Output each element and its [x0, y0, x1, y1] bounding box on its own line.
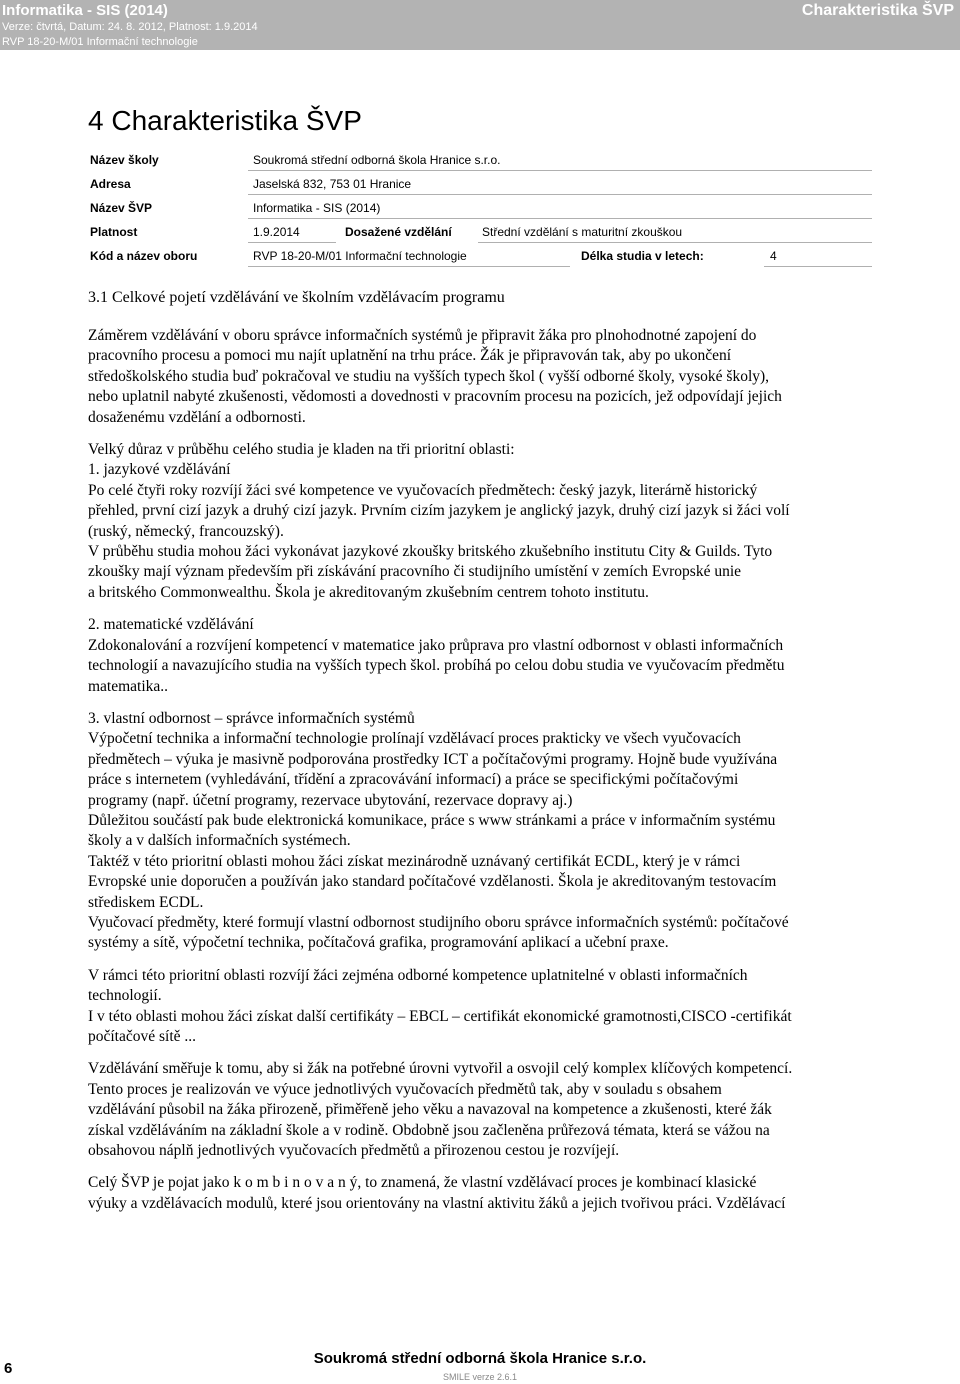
paragraph — [88, 326, 878, 428]
text-line: Vyučovací předměty, které formují vlastní odbornost studijního oboru správce informačních systémů: počítačové — [88, 913, 789, 931]
text-line: výuky a vzdělávacích modulů, které jsou orientovány na vlastní aktivitu žáků a jejich tvořivou práci. Vzdělávací — [88, 1194, 786, 1212]
text-line: zkoušky mají význam především při získávání pracovního či studijního umístění v zemích Evropské unie — [88, 563, 742, 581]
text-line: dosaženému vzdělání a odbornosti. — [88, 408, 306, 426]
education-value: Střední vzdělání s maturitní zkouškou — [482, 225, 683, 239]
text-line: 2. matematické vzdělávání — [88, 616, 254, 634]
duration-underline — [764, 266, 872, 267]
duration-label: Délka studia v letech: — [581, 249, 704, 263]
paragraph — [88, 709, 878, 954]
text-line: školy a v dalších informačních systémech. — [88, 832, 351, 850]
field-label: Kód a název oboru — [90, 249, 198, 263]
text-line: systémy a sítě, výpočetní technika, počítačová grafika, programování aplikací a učební praxe. — [88, 934, 669, 952]
validity-underline — [248, 242, 336, 243]
text-line: technologií. — [88, 987, 162, 1005]
text-line: Evropské unie doporučen a používán jako standard počítačové vzdělanosti. Škola je akreditovaným testovacím — [88, 873, 777, 891]
header-version-line: Verze: čtvrtá, Datum: 24. 8. 2012, Platnost: 1.9.2014 — [2, 21, 258, 33]
info-row-address — [88, 172, 872, 196]
text-line: Taktéž v této prioritní oblasti mohou žáci získat mezinárodně uznávaný certifikát ECDL, který je v rámci — [88, 852, 741, 870]
text-line: 1. jazykové vzdělávání — [88, 461, 231, 479]
page-number: 6 — [4, 1360, 13, 1377]
paragraph — [88, 1059, 878, 1161]
text-line: přehled, první cizí jazyk a druhý cizí jazyk. Prvním cizím jazykem je anglický jazyk, druhý cizí jazyk si žáci volí — [88, 502, 790, 520]
address-label: Adresa — [90, 177, 131, 191]
text-line: Výpočetní technika a informační technologie prolínají vzdělávací proces prakticky ve všech vyučovacích — [88, 730, 741, 748]
field-value: RVP 18-20-M/01 Informační technologie — [253, 249, 467, 263]
paragraph — [88, 966, 878, 1048]
text-line: Důležitou součástí pak bude elektronická komunikace, práce s www stránkami a práce v informačním systému — [88, 811, 776, 829]
info-row-school — [88, 148, 872, 172]
text-line: počítačové sítě ... — [88, 1028, 197, 1045]
text-line: středoškolského studia buď pokračoval ve studiu na vyšších typech škol ( vyšší odborné školy, vysoké školy), — [88, 367, 770, 385]
text-line: získal vzděláváním na základní škole a v rodině. Obdobně jsou začleněna průřezová témata, která se vážou na — [88, 1121, 770, 1139]
text-line: (ruský, německý, francouzský). — [88, 522, 284, 540]
header-section-label: Charakteristika ŠVP — [801, 2, 954, 19]
section-title: 3.1 Celkové pojetí vzdělávání ve školním vzdělávacím programu — [88, 289, 505, 306]
header-rvp-line: RVP 18-20-M/01 Informační technologie — [2, 36, 198, 48]
paragraph — [88, 440, 878, 603]
footer-school-name: Soukromá střední odborná škola Hranice s.r.o. — [313, 1350, 647, 1367]
document-body — [88, 288, 878, 1226]
text-line: nebo uplatnil nabyté zkušenosti, vědomosti a dovednosti v pracovním procesu na pozicích, jež odpovídají jejich — [88, 388, 782, 406]
info-row-svp — [88, 196, 872, 220]
text-line: Tento proces je realizován ve výuce jednotlivých vyučovacích předmětů tak, aby v souladu s obsahem — [88, 1080, 722, 1098]
text-line: střediskem ECDL. — [88, 893, 204, 911]
text-line: vzdělávání působil na žáka přirozeně, přiměřeně jeho věku a navazoval na kompetence a zkušenosti, které žák — [88, 1101, 772, 1119]
text-line: Záměrem vzdělávání v oboru správce informačních systémů je připravit žáka pro plnohodnotné zapojení do — [88, 327, 757, 344]
education-underline — [478, 242, 872, 243]
paragraph — [88, 615, 878, 697]
validity-value: 1.9.2014 — [253, 225, 300, 239]
text-line: pracovního procesu a pomoci mu najít uplatnění na trhu práce. Žák je připravován tak, aby po ukončení — [88, 347, 732, 365]
text-line: obsahovou náplň jednotlivých vyučovacích předmětů a přirozenou cestou je rozvíjejí. — [88, 1142, 620, 1160]
text-line: V průběhu studia mohou žáci vykonávat jazykové zkoušky britského zkušebního institutu City & Guilds. Tyto — [88, 543, 773, 561]
duration-value: 4 — [770, 249, 777, 263]
svp-underline — [248, 218, 872, 219]
school-info-table — [88, 148, 872, 268]
info-row-validity — [88, 220, 872, 244]
school-underline — [248, 170, 872, 171]
text-line: Vzdělávání směřuje k tomu, aby si žák na potřebné úrovni vytvořil a osvojil celý komplex klíčových kompetencí. — [88, 1060, 793, 1078]
svp-label: Název ŠVP — [90, 201, 153, 215]
school-label: Název školy — [90, 153, 159, 167]
text-line: předmětech – výuka je masivně podporována prostředky ICT a počítačovými programy. Hojně bude využívána — [88, 750, 778, 768]
page-header — [0, 0, 960, 50]
text-line: Velký důraz v průběhu celého studia je kladen na tři prioritní oblasti: — [88, 441, 515, 459]
text-line: V rámci této prioritní oblasti rozvíjí žáci zejména odborné kompetence uplatnitelné v oblasti informačních — [88, 966, 748, 984]
education-label: Dosažené vzdělání — [345, 225, 452, 239]
validity-label: Platnost — [90, 225, 138, 239]
field-underline — [248, 266, 570, 267]
paragraphs — [88, 326, 878, 1214]
page-title: 4 Charakteristika ŠVP — [88, 105, 362, 136]
text-line: programy (např. účetní programy, rezervace ubytování, rezervace dopravy aj.) — [88, 791, 573, 809]
header-left — [2, 2, 258, 50]
text-line: Po celé čtyři roky rozvíjí žáci své kompetence ve vyučovacích předmětech: český jazyk, literárně historický — [88, 481, 758, 499]
text-line: technologií a navazujícího studia na vyšších typech škol. probíhá po celou dobu studia ve vyučovacím předmětu — [88, 657, 785, 675]
paragraph — [88, 1173, 878, 1214]
svp-value: Informatika - SIS (2014) — [253, 201, 381, 215]
text-line: a britského Commonwealthu. Škola je akreditovaným zkušebním centrem tohoto institutu. — [88, 583, 649, 601]
info-row-field — [88, 244, 872, 268]
footer-version: SMILE verze 2.6.1 — [442, 1372, 518, 1382]
text-line: Celý ŠVP je pojat jako k o m b i n o v a n ý, to znamená, že vlastní vzdělávací proces je kombinací klasické — [88, 1174, 757, 1192]
text-line: Zdokonalování a rozvíjení kompetencí v matematice jako průprava pro vlastní odbornost v oblasti informačních — [88, 636, 784, 654]
address-underline — [248, 194, 872, 195]
text-line: I v této oblasti mohou žáci získat další certifikáty – EBCL – certifikát ekonomické gramotnosti,CISCO -certifikát — [88, 1007, 792, 1025]
school-value: Soukromá střední odborná škola Hranice s.r.o. — [253, 153, 501, 167]
header-title: Informatika - SIS (2014) — [2, 2, 168, 19]
text-line: matematika.. — [88, 677, 169, 695]
address-value: Jaselská 832, 753 01 Hranice — [253, 177, 412, 191]
text-line: práce s internetem (vyhledávání, třídění a zpracovávání informací) a práce se specifickými počítačovými — [88, 771, 739, 789]
text-line: 3. vlastní odbornost – správce informačních systémů — [88, 709, 415, 727]
